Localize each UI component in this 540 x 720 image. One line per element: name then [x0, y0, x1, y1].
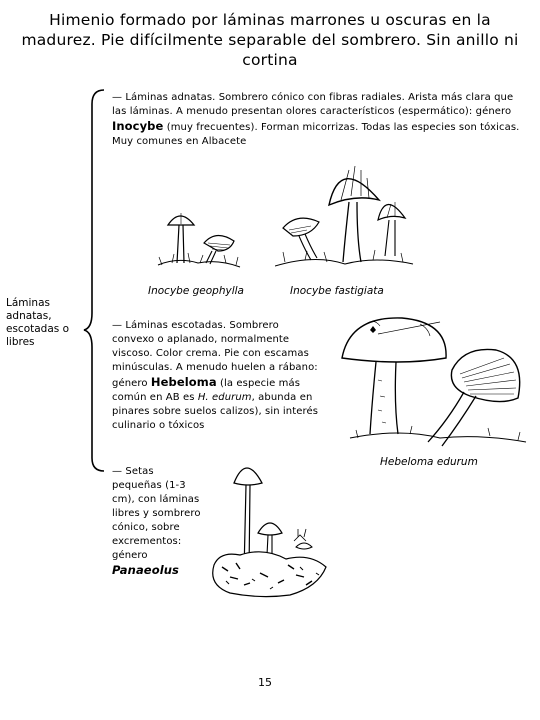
paragraph-inocybe [112, 91, 524, 149]
hebeloma-edurum-illustration [330, 310, 530, 455]
inocybe-geophylla-illustration [148, 205, 248, 283]
text: , abunda en pinares sobre suelos calizos), sin interés culinario o tóxicos [112, 392, 319, 431]
paragraph-hebeloma [112, 319, 320, 433]
text: — Láminas adnatas. Sombrero cónico con fibras radiales. Arista más clara que las láminas. A menudo presentan olores característicos (espermático): género [112, 92, 514, 117]
side-label: Láminas adnatas, escotadas o libres [6, 297, 70, 348]
paragraph-panaeolus [112, 465, 204, 579]
page-title: Himenio formado por láminas marrones u oscuras en la madurez. Pie difícilmente separable del sombrero. Sin anillo ni cortina [21, 11, 519, 69]
genus-name: Inocybe [112, 119, 164, 133]
text: — Setas pequeñas (1-3 cm), con láminas libres y sombrero cónico, sobre excrementos: género [112, 466, 201, 561]
inocybe-fastigiata-illustration [275, 150, 415, 282]
text: — Láminas escotadas. Sombrero convexo o aplanado, normalmente viscoso. Color crema. Pie con escamas minúsculas. A menudo huelen a rábano: género [112, 320, 318, 389]
genus-name: Panaeolus [112, 563, 179, 577]
text: (la especie más común en AB es [112, 378, 301, 403]
text: (muy frecuentes). Forman micorrizas. Todas las especies son tóxicas. Muy comunes en Albacete [112, 122, 520, 147]
panaeolus-illustration [200, 455, 340, 600]
curly-brace [82, 88, 106, 473]
species-name: H. edurum [197, 392, 252, 403]
caption-inocybe-geophylla: Inocybe geophylla [148, 285, 244, 297]
genus-name: Hebeloma [150, 375, 217, 389]
page-number: 15 [258, 676, 272, 689]
caption-hebeloma-edurum: Hebeloma edurum [380, 456, 478, 468]
caption-inocybe-fastigiata: Inocybe fastigiata [290, 285, 384, 297]
